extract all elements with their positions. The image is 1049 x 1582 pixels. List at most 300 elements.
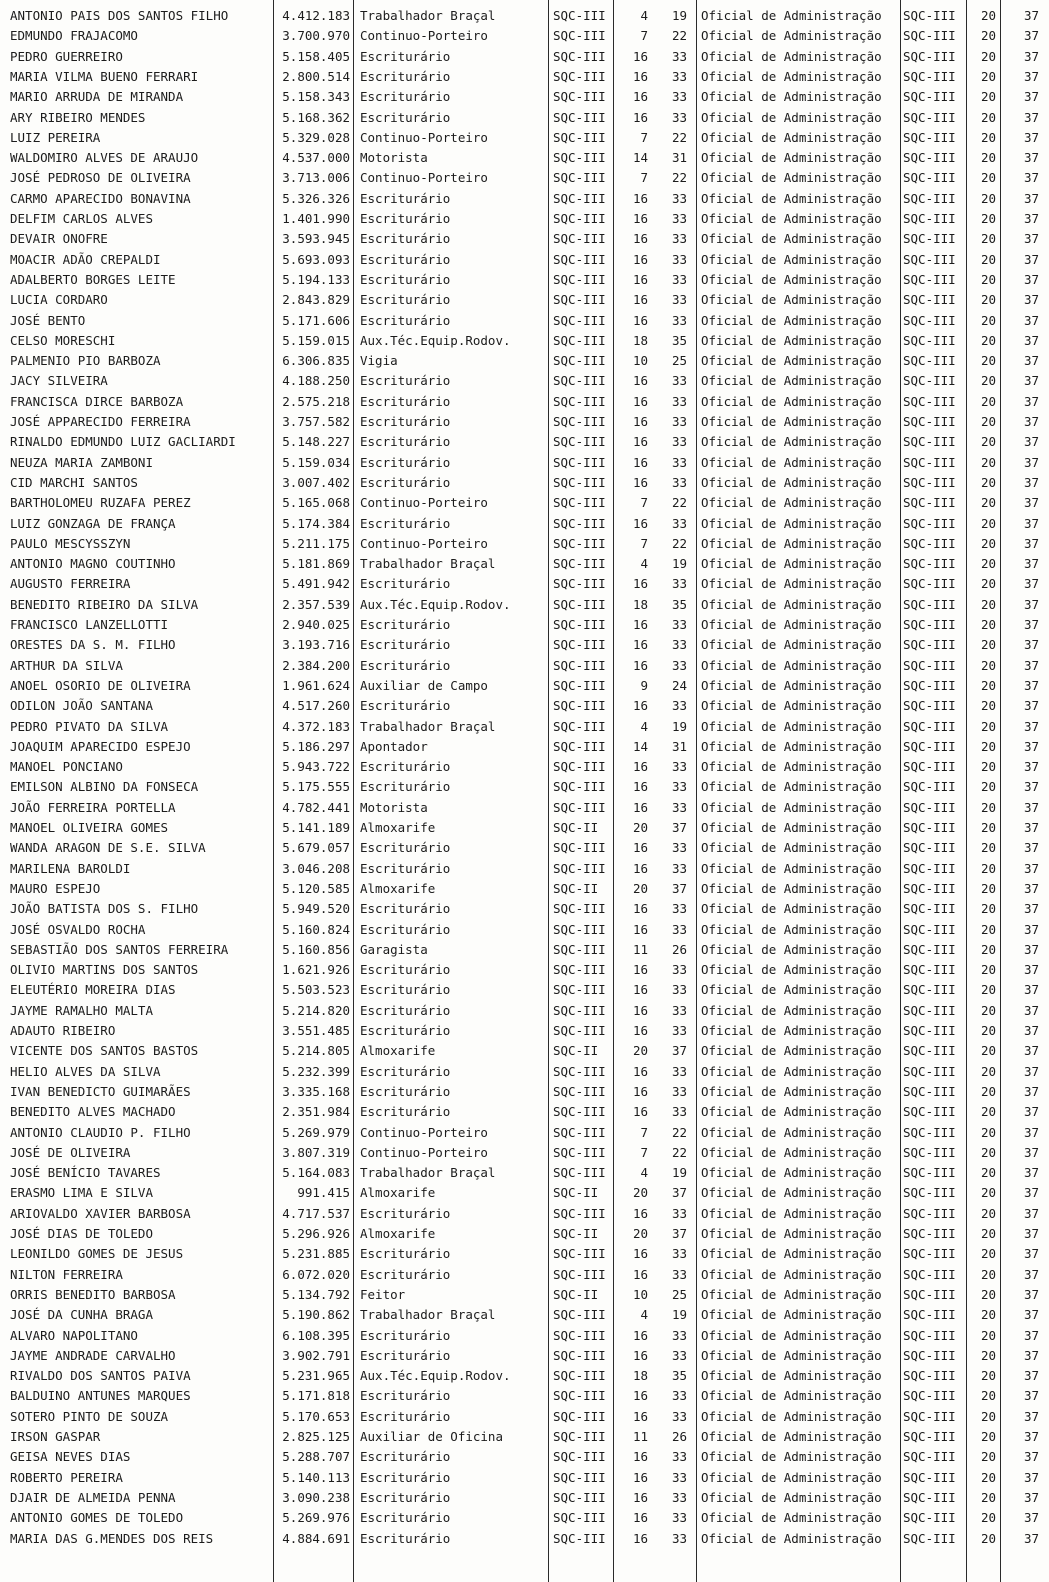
current-reference-end: 33 xyxy=(671,576,687,592)
registration-number: 2.384.200 xyxy=(282,657,350,673)
employee-name: GEISA NEVES DIAS xyxy=(10,1449,131,1465)
current-position: Escriturário xyxy=(360,1104,451,1120)
new-reference-start: 20 xyxy=(980,738,996,754)
current-class: SQC-III xyxy=(553,1246,606,1262)
current-class: SQC-III xyxy=(553,1449,606,1465)
new-reference-start: 20 xyxy=(980,434,996,450)
new-reference-start: 20 xyxy=(980,1408,996,1424)
employee-name: ADALBERTO BORGES LEITE xyxy=(10,271,176,287)
current-reference-start: 16 xyxy=(632,1347,648,1363)
table-row xyxy=(0,1001,1049,1021)
table-row xyxy=(0,554,1049,574)
current-reference-end: 33 xyxy=(671,271,687,287)
current-class: SQC-III xyxy=(553,1307,606,1323)
current-reference-end: 33 xyxy=(671,190,687,206)
current-reference-start: 16 xyxy=(632,271,648,287)
current-class: SQC-III xyxy=(553,556,606,572)
employee-name: ANTONIO MAGNO COUTINHO xyxy=(10,556,176,572)
new-class: SQC-III xyxy=(903,1530,956,1546)
new-reference-end: 37 xyxy=(1023,1226,1039,1241)
current-reference-end: 33 xyxy=(671,1449,687,1465)
new-class: SQC-III xyxy=(903,1063,956,1079)
current-reference-start: 16 xyxy=(632,434,648,450)
new-position: Oficial de Administração xyxy=(701,292,882,308)
new-position: Oficial de Administração xyxy=(701,799,882,815)
current-reference-start: 16 xyxy=(632,48,648,64)
employee-name: JOAQUIM APARECIDO ESPEJO xyxy=(10,738,191,754)
table-row xyxy=(0,270,1049,290)
new-class: SQC-III xyxy=(903,1023,956,1038)
new-position: Oficial de Administração xyxy=(701,698,882,714)
current-class: SQC-III xyxy=(553,28,606,44)
table-row xyxy=(0,493,1049,513)
current-position: Escriturário xyxy=(360,434,451,450)
new-reference-end: 37 xyxy=(1023,799,1039,815)
new-reference-start: 20 xyxy=(980,231,996,247)
current-reference-start: 10 xyxy=(632,1286,648,1302)
current-reference-start: 16 xyxy=(632,840,648,856)
current-reference-end: 33 xyxy=(671,515,687,531)
new-reference-start: 20 xyxy=(980,28,996,44)
table-row xyxy=(0,879,1049,899)
table-row xyxy=(0,1123,1049,1143)
current-reference-end: 35 xyxy=(671,1368,687,1384)
new-position: Oficial de Administração xyxy=(701,1185,882,1201)
new-position: Oficial de Administração xyxy=(701,332,882,348)
registration-number: 5.269.976 xyxy=(282,1510,350,1526)
current-reference-end: 33 xyxy=(671,1246,687,1262)
current-position: Escriturário xyxy=(360,759,451,775)
current-reference-end: 25 xyxy=(671,1286,687,1302)
current-position: Continuo-Porteiro xyxy=(360,1144,488,1160)
employee-name: CID MARCHI SANTOS xyxy=(10,474,138,490)
new-position: Oficial de Administração xyxy=(701,89,882,105)
new-reference-start: 20 xyxy=(980,1063,996,1079)
employee-name: IVAN BENEDICTO GUIMARÃES xyxy=(10,1083,191,1099)
new-reference-start: 20 xyxy=(980,515,996,531)
current-reference-end: 37 xyxy=(671,1185,687,1201)
current-reference-end: 33 xyxy=(671,251,687,267)
registration-number: 5.148.227 xyxy=(282,434,350,450)
current-reference-start: 20 xyxy=(632,880,648,896)
table-row xyxy=(0,1326,1049,1346)
registration-number: 2.351.984 xyxy=(282,1104,350,1120)
new-class: SQC-III xyxy=(903,312,956,328)
current-reference-end: 33 xyxy=(671,312,687,328)
new-reference-start: 20 xyxy=(980,1165,996,1181)
new-reference-start: 20 xyxy=(980,89,996,105)
new-position: Oficial de Administração xyxy=(701,718,882,734)
current-class: SQC-III xyxy=(553,1165,606,1181)
employee-name: BENEDITO RIBEIRO DA SILVA xyxy=(10,596,199,612)
current-position: Escriturário xyxy=(360,576,451,592)
registration-number: 5.679.057 xyxy=(282,840,350,856)
table-row xyxy=(0,1183,1049,1203)
current-reference-end: 37 xyxy=(671,880,687,896)
table-row xyxy=(0,1021,1049,1041)
new-position: Oficial de Administração xyxy=(701,28,882,44)
new-class: SQC-III xyxy=(903,8,956,23)
new-class: SQC-III xyxy=(903,1469,956,1485)
current-reference-end: 33 xyxy=(671,393,687,409)
registration-number: 4.782.441 xyxy=(282,799,350,815)
new-class: SQC-III xyxy=(903,1388,956,1404)
current-position: Aux.Téc.Equip.Rodov. xyxy=(360,332,511,348)
current-position: Apontador xyxy=(360,738,428,754)
new-reference-start: 20 xyxy=(980,271,996,287)
current-position: Escriturário xyxy=(360,454,451,470)
table-row xyxy=(0,838,1049,858)
current-reference-start: 16 xyxy=(632,292,648,308)
new-reference-end: 37 xyxy=(1023,596,1039,612)
current-position: Escriturário xyxy=(360,1063,451,1079)
current-class: SQC-III xyxy=(553,170,606,186)
registration-number: 5.141.189 xyxy=(282,820,350,835)
current-reference-start: 20 xyxy=(632,1043,648,1059)
current-position: Escriturário xyxy=(360,637,451,653)
current-reference-start: 16 xyxy=(632,1104,648,1120)
registration-number: 2.800.514 xyxy=(282,68,350,84)
table-row xyxy=(0,311,1049,331)
new-reference-start: 20 xyxy=(980,698,996,714)
new-class: SQC-III xyxy=(903,231,956,247)
table-row xyxy=(0,717,1049,737)
registration-number: 5.491.942 xyxy=(282,576,350,592)
current-reference-start: 20 xyxy=(632,820,648,835)
new-position: Oficial de Administração xyxy=(701,68,882,84)
new-reference-end: 37 xyxy=(1023,1104,1039,1120)
new-position: Oficial de Administração xyxy=(701,8,882,23)
registration-number: 5.171.818 xyxy=(282,1388,350,1404)
table-row xyxy=(0,189,1049,209)
current-reference-start: 16 xyxy=(632,251,648,267)
new-position: Oficial de Administração xyxy=(701,1246,882,1262)
new-position: Oficial de Administração xyxy=(701,454,882,470)
current-position: Garagista xyxy=(360,941,428,957)
new-reference-end: 37 xyxy=(1023,880,1039,896)
table-row xyxy=(0,1143,1049,1163)
employee-name: ODILON JOÃO SANTANA xyxy=(10,698,153,714)
employee-name: LUCIA CORDARO xyxy=(10,292,108,308)
current-class: SQC-III xyxy=(553,1124,606,1140)
current-position: Escriturário xyxy=(360,1388,451,1404)
new-class: SQC-III xyxy=(903,617,956,632)
table-row xyxy=(0,1082,1049,1102)
registration-number: 2.357.539 xyxy=(282,596,350,612)
new-reference-start: 20 xyxy=(980,1510,996,1526)
new-reference-start: 20 xyxy=(980,556,996,572)
table-row xyxy=(0,1244,1049,1264)
new-class: SQC-III xyxy=(903,1327,956,1343)
table-row xyxy=(0,371,1049,391)
employee-name: MOACIR ADÃO CREPALDI xyxy=(10,251,161,267)
current-reference-start: 16 xyxy=(632,1246,648,1262)
current-reference-start: 16 xyxy=(632,576,648,592)
new-reference-start: 20 xyxy=(980,8,996,23)
current-class: SQC-II xyxy=(553,1226,599,1241)
current-class: SQC-III xyxy=(553,414,606,429)
new-position: Oficial de Administração xyxy=(701,353,882,369)
registration-number: 5.231.885 xyxy=(282,1246,350,1262)
new-reference-start: 20 xyxy=(980,332,996,348)
new-position: Oficial de Administração xyxy=(701,1083,882,1099)
registration-number: 991.415 xyxy=(297,1185,350,1201)
new-class: SQC-III xyxy=(903,982,956,998)
new-reference-start: 20 xyxy=(980,150,996,166)
current-class: SQC-III xyxy=(553,1083,606,1099)
employee-name: ARY RIBEIRO MENDES xyxy=(10,109,146,125)
current-class: SQC-III xyxy=(553,68,606,84)
new-reference-end: 37 xyxy=(1023,860,1039,876)
employee-name: ORRIS BENEDITO BARBOSA xyxy=(10,1286,176,1302)
current-position: Escriturário xyxy=(360,292,451,308)
employee-name: MARILENA BAROLDI xyxy=(10,860,131,876)
new-class: SQC-III xyxy=(903,393,956,409)
new-position: Oficial de Administração xyxy=(701,1449,882,1465)
new-reference-start: 20 xyxy=(980,454,996,470)
current-reference-end: 19 xyxy=(671,556,687,572)
new-reference-start: 20 xyxy=(980,1469,996,1485)
registration-number: 4.717.537 xyxy=(282,1205,350,1221)
current-reference-end: 22 xyxy=(671,28,687,44)
employee-name: JOSÉ BENTO xyxy=(10,312,86,328)
registration-number: 5.269.979 xyxy=(282,1124,350,1140)
current-position: Escriturário xyxy=(360,1266,451,1282)
new-class: SQC-III xyxy=(903,414,956,429)
new-reference-end: 37 xyxy=(1023,941,1039,957)
current-reference-end: 33 xyxy=(671,1327,687,1343)
new-position: Oficial de Administração xyxy=(701,1023,882,1038)
new-position: Oficial de Administração xyxy=(701,474,882,490)
new-class: SQC-III xyxy=(903,596,956,612)
new-reference-start: 20 xyxy=(980,251,996,267)
table-row xyxy=(0,168,1049,188)
current-position: Motorista xyxy=(360,799,428,815)
current-reference-end: 33 xyxy=(671,982,687,998)
current-class: SQC-III xyxy=(553,1104,606,1120)
new-position: Oficial de Administração xyxy=(701,1530,882,1546)
table-row xyxy=(0,1488,1049,1508)
new-reference-start: 20 xyxy=(980,1185,996,1201)
current-class: SQC-III xyxy=(553,48,606,64)
new-reference-start: 20 xyxy=(980,1246,996,1262)
current-reference-start: 16 xyxy=(632,454,648,470)
new-reference-end: 37 xyxy=(1023,1124,1039,1140)
new-reference-start: 20 xyxy=(980,393,996,409)
new-class: SQC-III xyxy=(903,211,956,226)
current-position: Trabalhador Braçal xyxy=(360,1165,496,1181)
new-class: SQC-III xyxy=(903,1002,956,1018)
new-reference-start: 20 xyxy=(980,373,996,389)
new-position: Oficial de Administração xyxy=(701,657,882,673)
registration-number: 1.961.624 xyxy=(282,677,350,693)
new-position: Oficial de Administração xyxy=(701,962,882,978)
new-class: SQC-III xyxy=(903,170,956,186)
registration-number: 5.164.083 xyxy=(282,1165,350,1181)
current-reference-start: 7 xyxy=(640,1124,648,1140)
table-row xyxy=(0,1508,1049,1528)
current-reference-end: 33 xyxy=(671,68,687,84)
current-position: Escriturário xyxy=(360,1449,451,1465)
new-reference-end: 37 xyxy=(1023,1023,1039,1038)
employee-name: ORESTES DA S. M. FILHO xyxy=(10,637,176,653)
current-position: Escriturário xyxy=(360,1327,451,1343)
new-reference-end: 37 xyxy=(1023,48,1039,64)
table-row xyxy=(0,87,1049,107)
employee-name: JOSÉ DE OLIVEIRA xyxy=(10,1144,131,1160)
employee-name: JOÃO BATISTA DOS S. FILHO xyxy=(10,901,199,917)
table-row xyxy=(0,351,1049,371)
current-position: Escriturário xyxy=(360,921,451,937)
current-position: Escriturário xyxy=(360,982,451,998)
current-reference-start: 7 xyxy=(640,170,648,186)
table-row xyxy=(0,676,1049,696)
new-reference-start: 20 xyxy=(980,1266,996,1282)
table-row xyxy=(0,67,1049,87)
current-reference-start: 16 xyxy=(632,657,648,673)
employee-name: ANTONIO CLAUDIO P. FILHO xyxy=(10,1124,191,1140)
new-position: Oficial de Administração xyxy=(701,170,882,186)
current-class: SQC-III xyxy=(553,312,606,328)
table-row xyxy=(0,737,1049,757)
current-class: SQC-III xyxy=(553,353,606,369)
employee-name: EMILSON ALBINO DA FONSECA xyxy=(10,779,199,795)
employee-name: WALDOMIRO ALVES DE ARAUJO xyxy=(10,150,199,166)
new-reference-end: 37 xyxy=(1023,982,1039,998)
new-position: Oficial de Administração xyxy=(701,779,882,795)
new-reference-start: 20 xyxy=(980,820,996,835)
current-class: SQC-III xyxy=(553,1510,606,1526)
current-position: Escriturário xyxy=(360,48,451,64)
new-reference-end: 37 xyxy=(1023,1063,1039,1079)
registration-number: 5.140.113 xyxy=(282,1469,350,1485)
table-row xyxy=(0,473,1049,493)
employee-name: SOTERO PINTO DE SOUZA xyxy=(10,1408,169,1424)
current-reference-end: 33 xyxy=(671,698,687,714)
new-reference-start: 20 xyxy=(980,759,996,775)
new-reference-start: 20 xyxy=(980,921,996,937)
new-position: Oficial de Administração xyxy=(701,738,882,754)
current-class: SQC-III xyxy=(553,1429,606,1444)
employee-name: WANDA ARAGON DE S.E. SILVA xyxy=(10,840,206,856)
employee-name: PEDRO GUERREIRO xyxy=(10,48,123,64)
current-class: SQC-III xyxy=(553,515,606,531)
employee-name: ANOEL OSORIO DE OLIVEIRA xyxy=(10,677,191,693)
employee-name: MARIA VILMA BUENO FERRARI xyxy=(10,68,199,84)
table-row xyxy=(0,250,1049,270)
current-reference-start: 16 xyxy=(632,89,648,105)
current-reference-end: 33 xyxy=(671,901,687,917)
new-position: Oficial de Administração xyxy=(701,880,882,896)
employee-name: SEBASTIÃO DOS SANTOS FERREIRA xyxy=(10,941,229,957)
registration-number: 3.335.168 xyxy=(282,1083,350,1099)
employee-name: CARMO APARECIDO BONAVINA xyxy=(10,190,191,206)
current-class: SQC-III xyxy=(553,1002,606,1018)
new-reference-end: 37 xyxy=(1023,718,1039,734)
registration-number: 1.621.926 xyxy=(282,962,350,978)
current-reference-start: 7 xyxy=(640,1144,648,1160)
current-reference-end: 33 xyxy=(671,373,687,389)
employee-name: ARTHUR DA SILVA xyxy=(10,657,123,673)
current-position: Aux.Téc.Equip.Rodov. xyxy=(360,1368,511,1384)
registration-number: 4.884.691 xyxy=(282,1530,350,1546)
table-row xyxy=(0,1386,1049,1406)
current-class: SQC-III xyxy=(553,332,606,348)
employee-name: JOSÉ BENÍCIO TAVARES xyxy=(10,1165,161,1181)
table-row xyxy=(0,108,1049,128)
new-reference-end: 37 xyxy=(1023,414,1039,429)
employee-name: JOSÉ PEDROSO DE OLIVEIRA xyxy=(10,170,191,186)
registration-number: 5.181.869 xyxy=(282,556,350,572)
new-class: SQC-III xyxy=(903,698,956,714)
new-position: Oficial de Administração xyxy=(701,1429,882,1444)
current-reference-start: 16 xyxy=(632,1063,648,1079)
current-reference-end: 22 xyxy=(671,495,687,511)
registration-number: 5.503.523 xyxy=(282,982,350,998)
employee-name: MANOEL PONCIANO xyxy=(10,759,123,775)
table-row xyxy=(0,574,1049,594)
new-class: SQC-III xyxy=(903,109,956,125)
current-reference-start: 11 xyxy=(632,941,648,957)
new-class: SQC-III xyxy=(903,1489,956,1505)
new-position: Oficial de Administração xyxy=(701,556,882,572)
new-reference-end: 37 xyxy=(1023,921,1039,937)
new-reference-end: 37 xyxy=(1023,211,1039,226)
current-reference-start: 16 xyxy=(632,698,648,714)
table-row xyxy=(0,1305,1049,1325)
current-reference-end: 33 xyxy=(671,962,687,978)
new-reference-start: 20 xyxy=(980,779,996,795)
current-position: Continuo-Porteiro xyxy=(360,129,488,145)
current-reference-start: 7 xyxy=(640,535,648,551)
new-reference-start: 20 xyxy=(980,880,996,896)
new-reference-start: 20 xyxy=(980,109,996,125)
new-reference-end: 37 xyxy=(1023,901,1039,917)
new-class: SQC-III xyxy=(903,150,956,166)
current-class: SQC-III xyxy=(553,292,606,308)
employee-name: BALDUINO ANTUNES MARQUES xyxy=(10,1388,191,1404)
employee-name: HELIO ALVES DA SILVA xyxy=(10,1063,161,1079)
current-position: Escriturário xyxy=(360,1347,451,1363)
current-reference-end: 33 xyxy=(671,1104,687,1120)
current-reference-start: 20 xyxy=(632,1226,648,1241)
new-position: Oficial de Administração xyxy=(701,150,882,166)
current-reference-start: 14 xyxy=(632,150,648,166)
new-reference-start: 20 xyxy=(980,1144,996,1160)
new-position: Oficial de Administração xyxy=(701,617,882,632)
table-row xyxy=(0,290,1049,310)
current-reference-end: 33 xyxy=(671,1002,687,1018)
employee-name: FRANCISCA DIRCE BARBOZA xyxy=(10,393,184,409)
current-class: SQC-III xyxy=(553,1469,606,1485)
new-class: SQC-III xyxy=(903,880,956,896)
current-class: SQC-III xyxy=(553,1144,606,1160)
new-class: SQC-III xyxy=(903,353,956,369)
new-class: SQC-III xyxy=(903,1165,956,1181)
current-position: Escriturário xyxy=(360,962,451,978)
new-reference-start: 20 xyxy=(980,1307,996,1323)
current-class: SQC-III xyxy=(553,1266,606,1282)
new-position: Oficial de Administração xyxy=(701,982,882,998)
new-position: Oficial de Administração xyxy=(701,1043,882,1059)
current-reference-start: 4 xyxy=(640,8,648,23)
current-reference-end: 24 xyxy=(671,677,687,693)
table-row xyxy=(0,1407,1049,1427)
new-reference-start: 20 xyxy=(980,596,996,612)
registration-number: 3.902.791 xyxy=(282,1347,350,1363)
current-reference-start: 16 xyxy=(632,373,648,389)
table-row xyxy=(0,980,1049,1000)
